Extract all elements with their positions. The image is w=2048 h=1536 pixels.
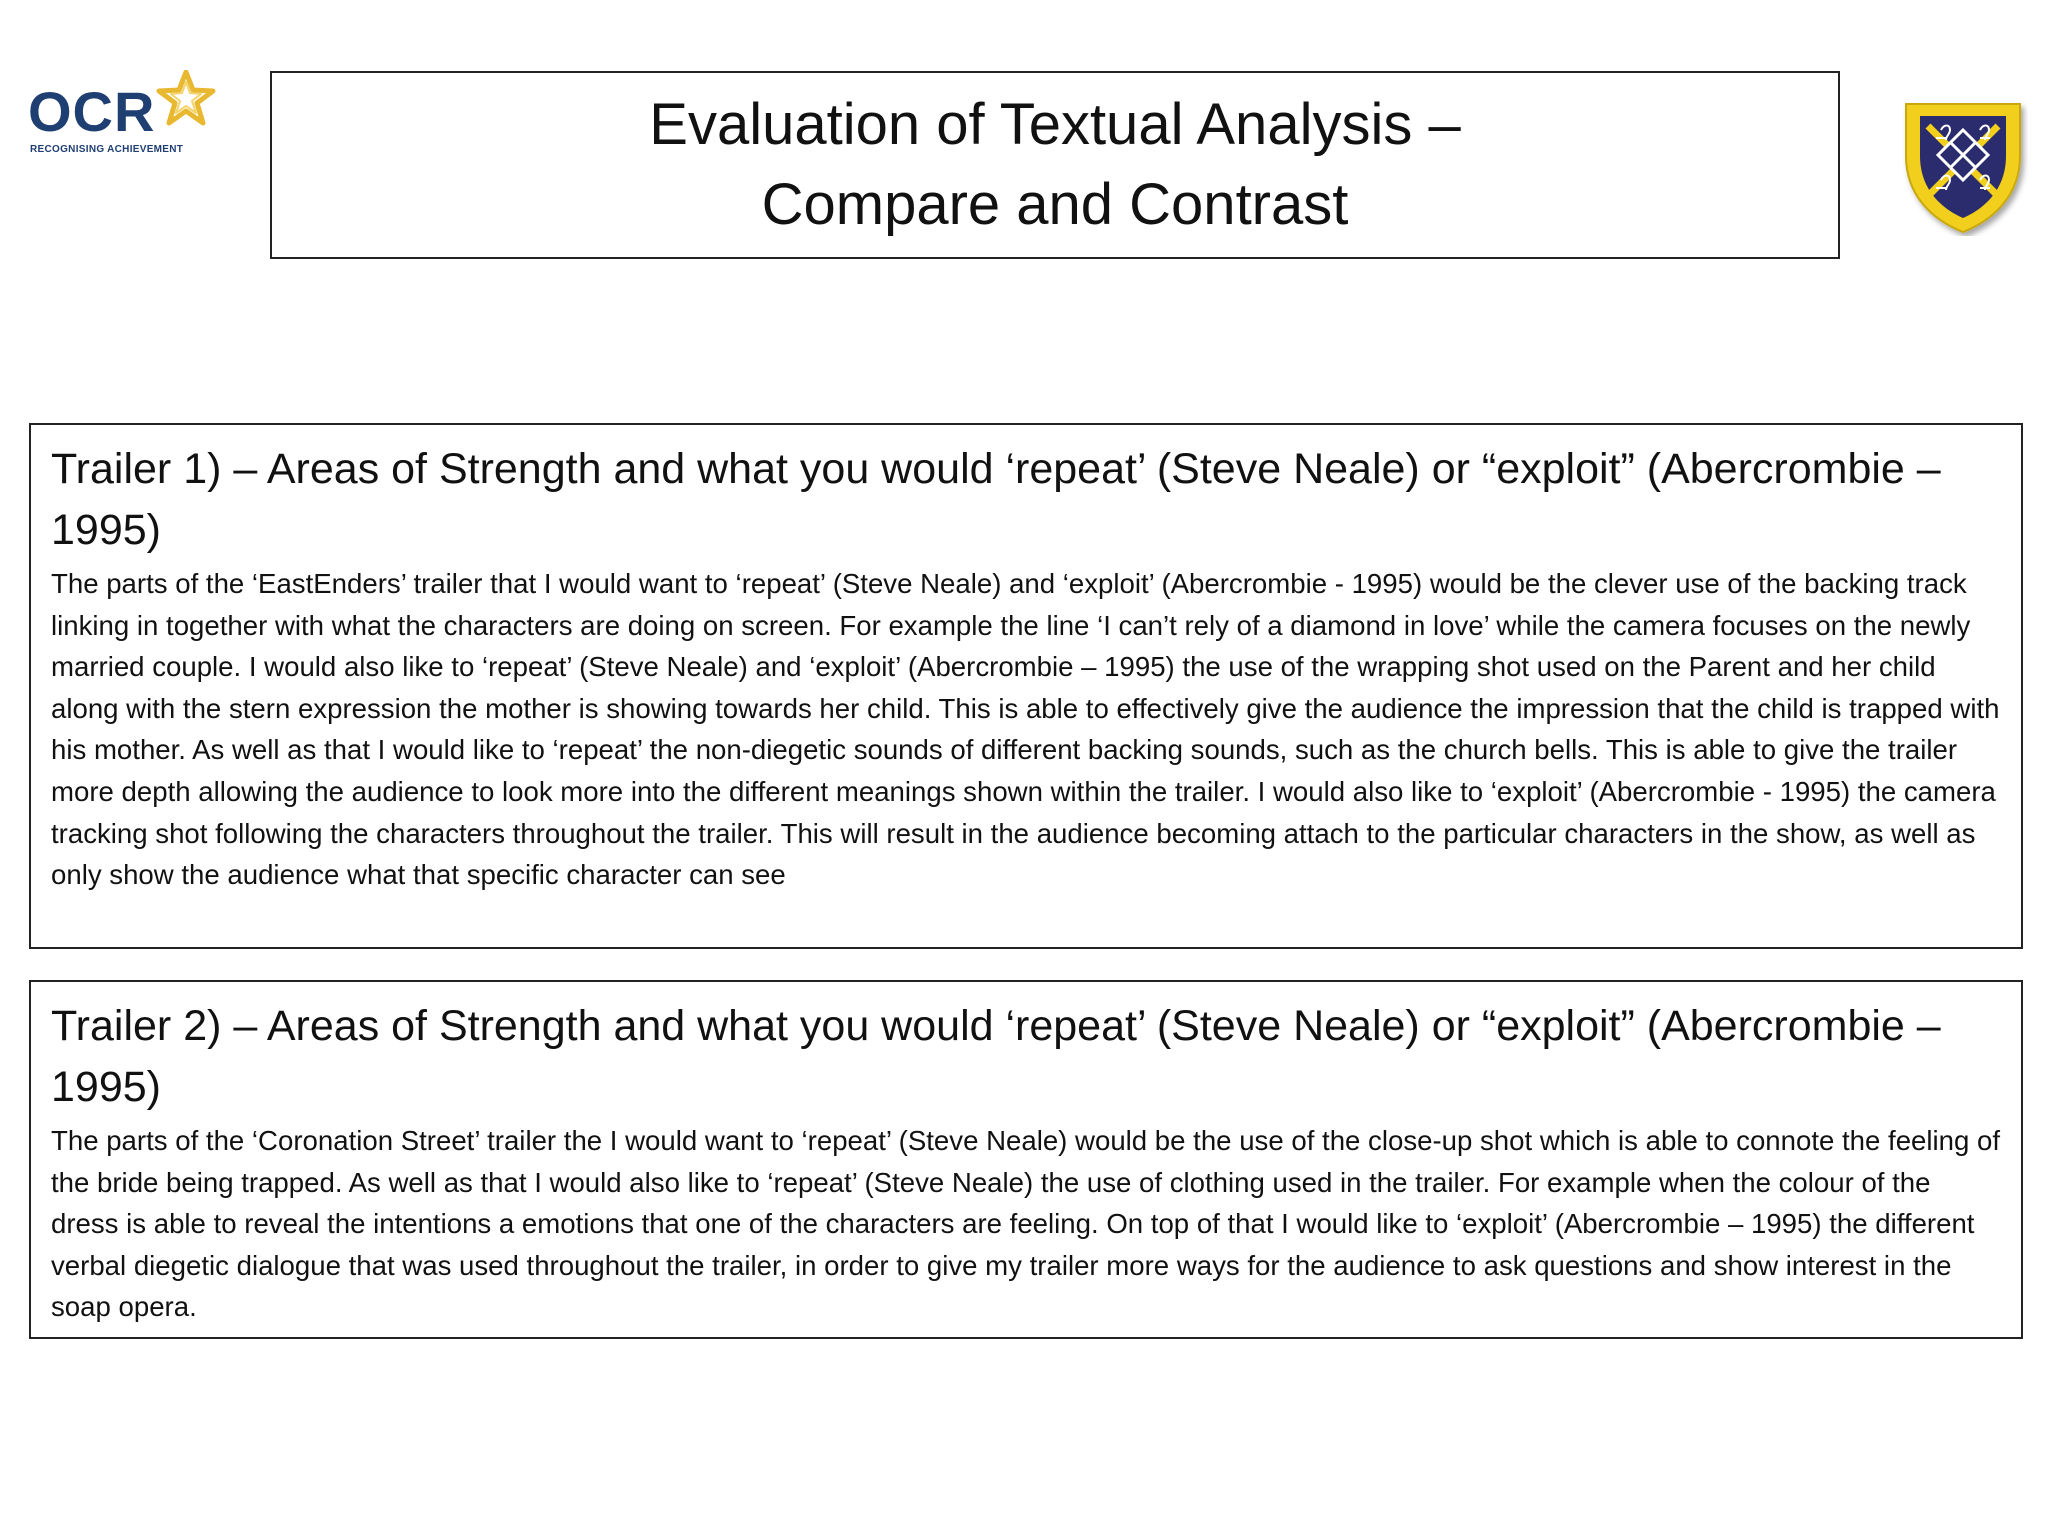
ocr-logo-word: OCR [28,80,156,143]
page-title-line-2: Compare and Contrast [761,172,1349,237]
trailer-1-heading: Trailer 1) – Areas of Strength and what you would ‘repeat’ (Steve Neale) or “exploit” (Abercrombie – 1995) [51,445,1941,554]
title-box [270,71,1840,259]
star-icon [156,70,216,126]
trailer-1-body: The parts of the ‘EastEnders’ trailer that I would want to ‘repeat’ (Steve Neale) and ‘exploit’ (Abercrombie - 1995) would be the clever use of the backing track linking in together with what the characters are doing on screen. For example the line ‘I can’t rely of a diamond in love’ while the camera focuses on the newly married couple. I would also like to ‘repeat’ (Steve Neale) and ‘exploit’ (Abercrombie – 1995) the use of the wrapping shot used on the Parent and her child along with the stern expression the mother is showing towards her child. This is able to effectively give the audience the impression that the child is trapped with his mother. As well as that I would like to ‘repeat’ the non-diegetic sounds of different backing sounds, such as the church bells. This is able to give the trailer more depth allowing the audience to look more into the different meanings shown within the trailer. I would also like to ‘exploit’ (Abercrombie - 1995) the camera tracking shot following the characters throughout the trailer. This will result in the audience becoming attach to the particular characters in the show, as well as only show the audience what that specific character can see [51,568,2000,891]
ocr-logo [28,70,218,160]
ocr-logo-tagline: RECOGNISING ACHIEVEMENT [30,144,184,155]
trailer-2-panel [29,980,2023,1339]
trailer-1-panel [29,423,2023,949]
trailer-2-body: The parts of the ‘Coronation Street’ trailer the I would want to ‘repeat’ (Steve Neale) would be the use of the close-up shot which is able to connote the feeling of the bride being trapped. As well as that I would also like to ‘repeat’ (Steve Neale) the use of clothing used in the trailer. For example when the colour of the dress is able to reveal the intentions a emotions that one of the characters are feeling. On top of that I would like to ‘exploit’ (Abercrombie – 1995) the different verbal diegetic dialogue that was used throughout the trailer, in order to give my trailer more ways for the audience to ask questions and show interest in the soap opera. [51,1125,2001,1323]
trailer-2-heading: Trailer 2) – Areas of Strength and what you would ‘repeat’ (Steve Neale) or “exploit” (Abercrombie – 1995) [51,1002,1941,1111]
school-crest-icon [1898,96,2028,236]
page-title-line-1: Evaluation of Textual Analysis – [649,92,1461,157]
